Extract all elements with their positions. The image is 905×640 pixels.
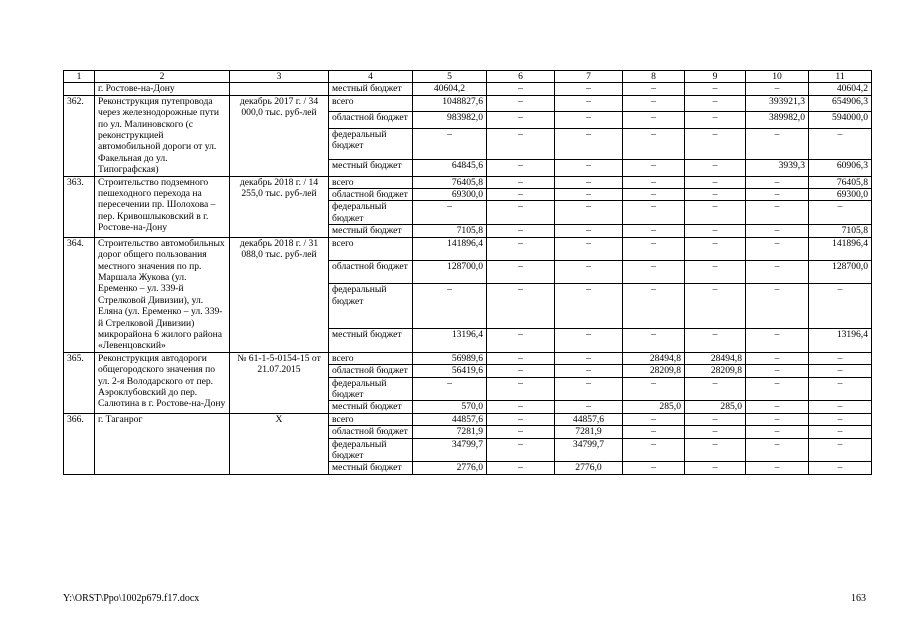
value-cell: – — [555, 284, 623, 329]
row-number — [64, 83, 95, 95]
value-cell: – — [555, 377, 623, 401]
value-cell: – — [623, 201, 685, 225]
value-cell: – — [623, 438, 685, 462]
value-cell: – — [746, 128, 809, 160]
value-cell: – — [685, 329, 746, 352]
value-cell: – — [685, 225, 746, 237]
value-cell: – — [487, 352, 555, 364]
col-header: 10 — [746, 71, 809, 83]
value-cell: – — [555, 83, 623, 95]
value-cell: 44857,6 — [413, 413, 487, 425]
budget-source: всего — [329, 237, 413, 260]
value-cell: 285,0 — [685, 401, 746, 413]
value-cell: – — [685, 189, 746, 201]
col-header: 11 — [809, 71, 872, 83]
row-number: 364. — [64, 237, 95, 352]
value-cell: – — [623, 189, 685, 201]
value-cell: 7105,8 — [413, 225, 487, 237]
budget-source: местный бюджет — [329, 225, 413, 237]
value-cell: 594000,0 — [809, 112, 872, 128]
value-cell: 141896,4 — [809, 237, 872, 260]
col-header: 4 — [329, 71, 413, 83]
value-cell: – — [746, 237, 809, 260]
value-cell: – — [487, 413, 555, 425]
budget-source: всего — [329, 352, 413, 364]
value-cell: 34799,7 — [555, 438, 623, 462]
budget-source: областной бюджет — [329, 426, 413, 438]
value-cell: – — [487, 284, 555, 329]
value-cell: – — [487, 426, 555, 438]
value-cell: – — [623, 176, 685, 188]
value-cell: 3939,3 — [746, 160, 809, 176]
value-cell: – — [685, 83, 746, 95]
value-cell: – — [555, 237, 623, 260]
value-cell: 13196,4 — [809, 329, 872, 352]
file-path: Y:\ORST\Ppo\1002p679.f17.docx — [63, 593, 200, 604]
value-cell: – — [555, 201, 623, 225]
value-cell: – — [746, 365, 809, 377]
value-cell: – — [685, 128, 746, 160]
col-header: 5 — [413, 71, 487, 83]
object-name: г. Таганрог — [95, 413, 230, 474]
value-cell: – — [809, 128, 872, 160]
value-cell: – — [555, 112, 623, 128]
value-cell: – — [685, 160, 746, 176]
col-header: 6 — [487, 71, 555, 83]
row-number: 365. — [64, 352, 95, 413]
value-cell: – — [555, 401, 623, 413]
row-number: 366. — [64, 413, 95, 474]
value-cell: – — [809, 377, 872, 401]
budget-source: федеральный бюджет — [329, 438, 413, 462]
value-cell: – — [487, 377, 555, 401]
value-cell: 40604,2 — [413, 83, 487, 95]
value-cell: – — [746, 401, 809, 413]
table-row — [64, 176, 872, 188]
value-cell: – — [623, 261, 685, 284]
value-cell: – — [487, 365, 555, 377]
value-cell: – — [555, 189, 623, 201]
value-cell: – — [555, 128, 623, 160]
value-cell: – — [746, 176, 809, 188]
value-cell: – — [685, 201, 746, 225]
col-header: 3 — [230, 71, 329, 83]
value-cell: 983982,0 — [413, 112, 487, 128]
value-cell: – — [809, 438, 872, 462]
budget-source: федеральный бюджет — [329, 284, 413, 329]
value-cell: – — [623, 83, 685, 95]
value-cell: – — [746, 83, 809, 95]
value-cell: – — [685, 95, 746, 111]
header-row — [64, 71, 872, 83]
value-cell: 654906,3 — [809, 95, 872, 111]
budget-source: областной бюджет — [329, 189, 413, 201]
value-cell: – — [487, 401, 555, 413]
object-name: Реконструкция путепровода через железнодорожные пути по ул. Малиновского (с реконструкцией автомобильной дороги от ул. Факельная до ул. Типографская) — [95, 95, 230, 176]
deadline-cost — [230, 83, 329, 95]
value-cell: – — [623, 128, 685, 160]
value-cell: – — [487, 225, 555, 237]
value-cell: – — [487, 237, 555, 260]
budget-source: всего — [329, 176, 413, 188]
deadline-cost: X — [230, 413, 329, 474]
value-cell: 7105,8 — [809, 225, 872, 237]
value-cell: 56989,6 — [413, 352, 487, 364]
value-cell: – — [623, 462, 685, 474]
value-cell: – — [413, 128, 487, 160]
row-number: 362. — [64, 95, 95, 176]
budget-source: федеральный бюджет — [329, 128, 413, 160]
value-cell: 56419,6 — [413, 365, 487, 377]
row-number: 363. — [64, 176, 95, 237]
value-cell: 141896,4 — [413, 237, 487, 260]
col-header: 8 — [623, 71, 685, 83]
value-cell: – — [555, 225, 623, 237]
value-cell: – — [685, 377, 746, 401]
col-header: 1 — [64, 71, 95, 83]
value-cell: 2776,0 — [413, 462, 487, 474]
page-number: 163 — [851, 593, 866, 604]
value-cell: – — [487, 112, 555, 128]
value-cell: – — [685, 462, 746, 474]
value-cell: – — [623, 237, 685, 260]
budget-source: местный бюджет — [329, 401, 413, 413]
value-cell: – — [809, 201, 872, 225]
value-cell: 7281,9 — [413, 426, 487, 438]
value-cell: – — [685, 112, 746, 128]
value-cell: – — [809, 462, 872, 474]
value-cell: – — [746, 352, 809, 364]
value-cell: 28494,8 — [685, 352, 746, 364]
value-cell: – — [685, 438, 746, 462]
value-cell: 40604,2 — [809, 83, 872, 95]
value-cell: – — [685, 413, 746, 425]
deadline-cost: декабрь 2017 г. / 34 000,0 тыс. руб-лей — [230, 95, 329, 176]
value-cell: 28209,8 — [623, 365, 685, 377]
col-header: 9 — [685, 71, 746, 83]
value-cell: 44857,6 — [555, 413, 623, 425]
budget-source: областной бюджет — [329, 261, 413, 284]
value-cell: – — [487, 201, 555, 225]
value-cell: – — [487, 176, 555, 188]
value-cell: 389982,0 — [746, 112, 809, 128]
table-row — [64, 413, 872, 425]
value-cell: – — [487, 438, 555, 462]
table-row — [64, 95, 872, 111]
value-cell: 1048827,6 — [413, 95, 487, 111]
value-cell: – — [413, 377, 487, 401]
table-row — [64, 352, 872, 364]
value-cell: – — [809, 284, 872, 329]
value-cell: – — [746, 225, 809, 237]
value-cell: – — [685, 284, 746, 329]
value-cell: 76405,8 — [413, 176, 487, 188]
value-cell: – — [809, 365, 872, 377]
value-cell: – — [623, 426, 685, 438]
value-cell: – — [623, 112, 685, 128]
value-cell: – — [809, 352, 872, 364]
value-cell: – — [555, 365, 623, 377]
object-name: Реконструкция автодороги общегородского значения по ул. 2-я Володарского от пер. Аэроклубовский до пер. Салютина в г. Ростове-на-Дону — [95, 352, 230, 413]
value-cell: 28494,8 — [623, 352, 685, 364]
table-row — [64, 237, 872, 260]
value-cell: 64845,6 — [413, 160, 487, 176]
value-cell: 128700,0 — [809, 261, 872, 284]
value-cell: 28209,8 — [685, 365, 746, 377]
value-cell: – — [555, 160, 623, 176]
value-cell: – — [487, 160, 555, 176]
budget-source: всего — [329, 95, 413, 111]
budget-source: местный бюджет — [329, 462, 413, 474]
value-cell: – — [555, 95, 623, 111]
value-cell: – — [623, 413, 685, 425]
value-cell: – — [623, 95, 685, 111]
value-cell: – — [487, 462, 555, 474]
deadline-cost: № 61-1-5-0154-15 от 21.07.2015 — [230, 352, 329, 413]
value-cell: – — [623, 160, 685, 176]
deadline-cost: декабрь 2018 г. / 31 088,0 тыс. руб-лей — [230, 237, 329, 352]
value-cell: – — [746, 189, 809, 201]
value-cell: 7281,9 — [555, 426, 623, 438]
budget-source: местный бюджет — [329, 160, 413, 176]
value-cell: – — [623, 329, 685, 352]
value-cell: – — [685, 176, 746, 188]
object-name: Строительство автомобильных дорог общего пользования местного значения по пр. Маршала Жукова (ул. Еременко – ул. 339-й Стрелковой Дивизии), ул. Еляна (ул. Еременко – ул. 339-й Стрелковой Дивизии) микрорайона 6 жилого района «Левенцовский» — [95, 237, 230, 352]
value-cell: – — [623, 284, 685, 329]
value-cell: – — [487, 189, 555, 201]
budget-table — [63, 70, 872, 475]
budget-source: местный бюджет — [329, 83, 413, 95]
value-cell: – — [555, 176, 623, 188]
value-cell: – — [487, 261, 555, 284]
value-cell: – — [746, 438, 809, 462]
value-cell: 2776,0 — [555, 462, 623, 474]
budget-source: федеральный бюджет — [329, 377, 413, 401]
value-cell: – — [623, 377, 685, 401]
value-cell: 60906,3 — [809, 160, 872, 176]
value-cell: – — [809, 401, 872, 413]
value-cell: – — [746, 284, 809, 329]
value-cell: – — [746, 329, 809, 352]
budget-source: федеральный бюджет — [329, 201, 413, 225]
budget-source: местный бюджет — [329, 329, 413, 352]
value-cell: – — [685, 261, 746, 284]
value-cell: – — [623, 225, 685, 237]
budget-source: областной бюджет — [329, 112, 413, 128]
object-name: г. Ростове-на-Дону — [95, 83, 230, 95]
value-cell: – — [413, 284, 487, 329]
col-header: 2 — [95, 71, 230, 83]
value-cell: – — [685, 426, 746, 438]
value-cell: – — [746, 377, 809, 401]
budget-source: всего — [329, 413, 413, 425]
value-cell: – — [487, 329, 555, 352]
value-cell: 393921,3 — [746, 95, 809, 111]
value-cell: – — [746, 413, 809, 425]
value-cell: 76405,8 — [809, 176, 872, 188]
value-cell: – — [809, 426, 872, 438]
value-cell: – — [746, 462, 809, 474]
value-cell: 69300,0 — [809, 189, 872, 201]
value-cell: – — [746, 201, 809, 225]
value-cell: – — [746, 261, 809, 284]
value-cell: – — [746, 426, 809, 438]
value-cell: 69300,0 — [413, 189, 487, 201]
value-cell: 13196,4 — [413, 329, 487, 352]
value-cell: – — [487, 83, 555, 95]
value-cell: 285,0 — [623, 401, 685, 413]
value-cell: – — [555, 261, 623, 284]
value-cell: 570,0 — [413, 401, 487, 413]
object-name: Строительство подземного пешеходного перехода на пересечении пр. Шолохова – пер. Кривошлыковский в г. Ростове-на-Дону — [95, 176, 230, 237]
budget-source: областной бюджет — [329, 365, 413, 377]
value-cell: – — [555, 329, 623, 352]
value-cell: 128700,0 — [413, 261, 487, 284]
value-cell: – — [487, 128, 555, 160]
value-cell: – — [685, 237, 746, 260]
value-cell: 34799,7 — [413, 438, 487, 462]
value-cell: – — [555, 352, 623, 364]
table-row — [64, 83, 872, 95]
value-cell: – — [413, 201, 487, 225]
value-cell: – — [487, 95, 555, 111]
deadline-cost: декабрь 2018 г. / 14 255,0 тыс. руб-лей — [230, 176, 329, 237]
col-header: 7 — [555, 71, 623, 83]
value-cell: – — [809, 413, 872, 425]
